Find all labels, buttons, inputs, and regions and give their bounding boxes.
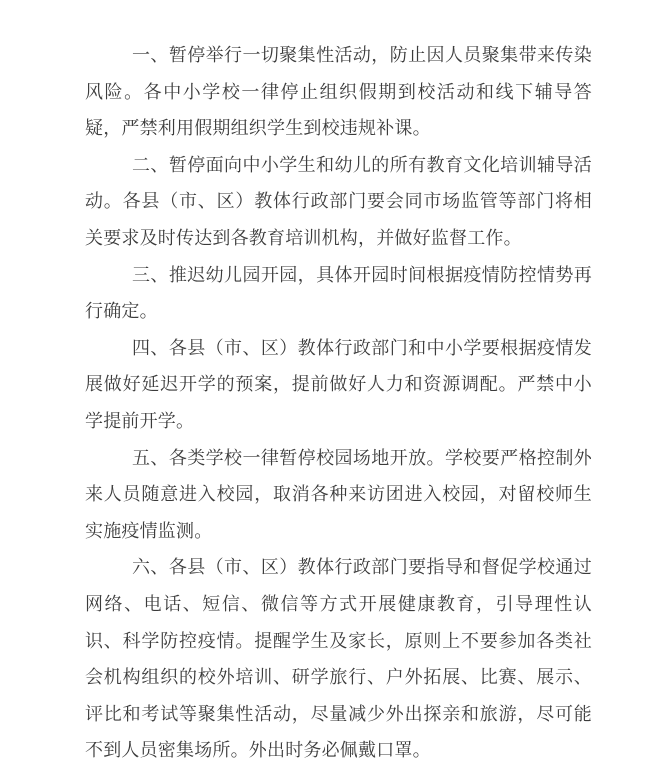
doc-paragraph-3: 三、推迟幼儿园开园，具体开园时间根据疫情防控情势再行确定。 xyxy=(85,264,592,322)
doc-paragraph-1: 一、暂停举行一切聚集性活动，防止因人员聚集带来传染风险。各中小学校一律停止组织假期到校活动和线下辅导答疑，严禁利用假期组织学生到校违规补课。 xyxy=(85,45,592,139)
doc-paragraph-2: 二、暂停面向中小学生和幼儿的所有教育文化培训辅导活动。各县（市、区）教体行政部门要会同市场监管等部门将相关要求及时传达到各教育培训机构，并做好监督工作。 xyxy=(85,154,592,248)
document-body xyxy=(85,37,592,762)
doc-paragraph-5: 五、各类学校一律暂停校园场地开放。学校要严格控制外来人员随意进入校园，取消各种来访团进入校园，对留校师生实施疫情监测。 xyxy=(85,447,592,541)
doc-paragraph-4: 四、各县（市、区）教体行政部门和中小学要根据疫情发展做好延迟开学的预案，提前做好人力和资源调配。严禁中小学提前开学。 xyxy=(85,337,592,431)
doc-paragraph-6: 六、各县（市、区）教体行政部门要指导和督促学校通过网络、电话、短信、微信等方式开展健康教育，引导理性认识、科学防控疫情。提醒学生及家长，原则上不要参加各类社会机构组织的校外培训、研学旅行、户外拓展、比赛、展示、评比和考试等聚集性活动，尽量减少外出探亲和旅游，尽可能不到人员密集场所。外出时务必佩戴口罩。 xyxy=(85,557,592,761)
